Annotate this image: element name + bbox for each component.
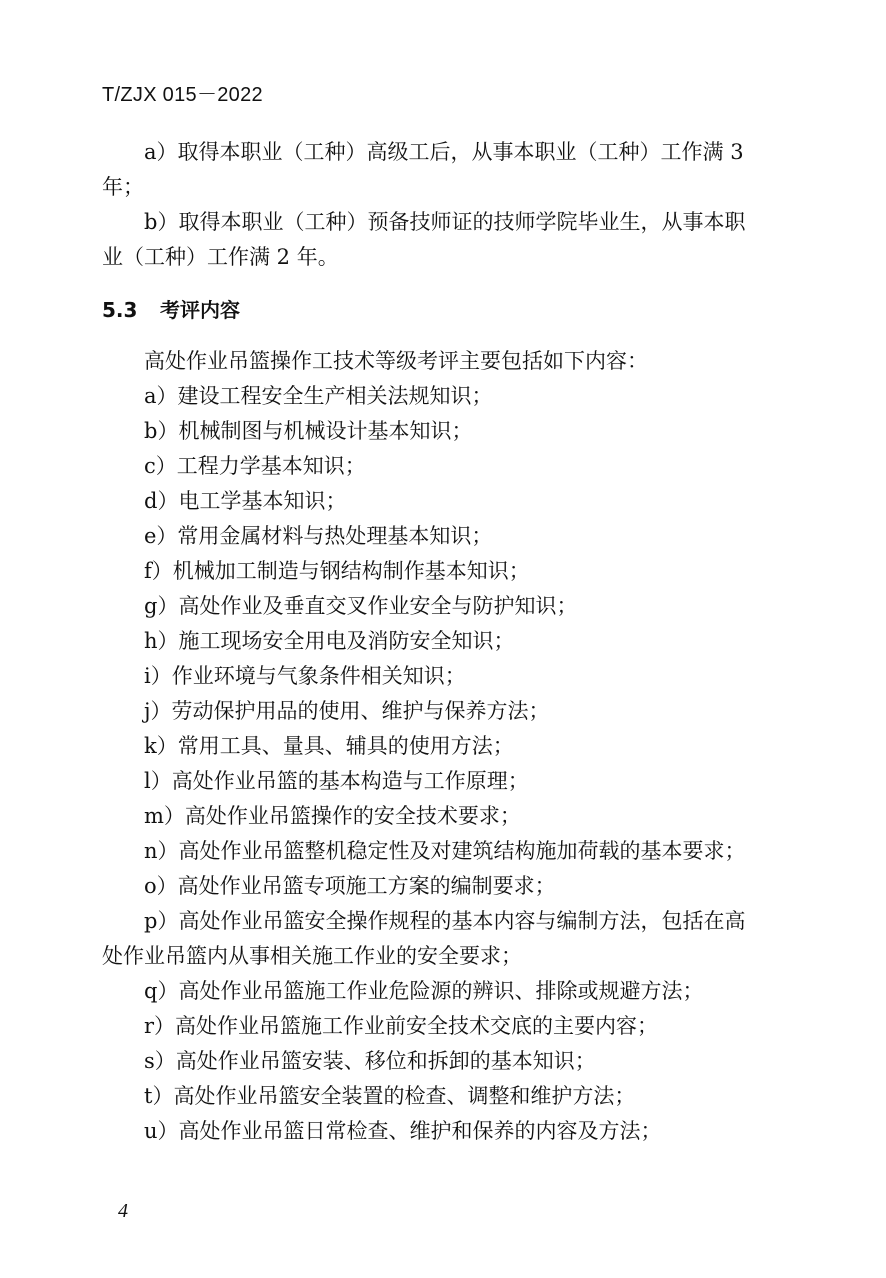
list-item: a）建设工程安全生产相关法规知识； [144,384,493,408]
list-item: e）常用金属材料与热处理基本知识； [144,524,493,548]
list-item: n）高处作业吊篮整机稳定性及对建筑结构施加荷载的基本要求； [144,839,746,863]
list-item: k）常用工具、量具、辅具的使用方法； [144,734,514,758]
list-item: l）高处作业吊篮的基本构造与工作原理； [144,769,529,793]
list-item: b）机械制图与机械设计基本知识； [144,419,473,443]
intro-item-a: a）取得本职业（工种）高级工后，从事本职业（工种）工作满 3 年； [102,140,744,199]
list-item: p）高处作业吊篮安全操作规程的基本内容与编制方法，包括在高处作业吊篮内从事相关施工作业的安全要求； [102,909,746,968]
intro-item-b: b）取得本职业（工种）预备技师证的技师学院毕业生，从事本职业（工种）工作满 2 年。 [102,210,746,269]
document-code-header: T/ZJX 015－2022 [102,84,263,106]
list-item: c）工程力学基本知识； [144,454,366,478]
list-item: i）作业环境与气象条件相关知识； [144,664,466,688]
list-item: t）高处作业吊篮安全装置的检查、调整和维护方法； [144,1084,636,1108]
list-item: u）高处作业吊篮日常检查、维护和保养的内容及方法； [144,1119,662,1143]
document-body [102,135,762,1149]
section-title: 考评内容 [160,298,240,322]
list-item: o）高处作业吊篮专项施工方案的编制要求； [144,874,556,898]
list-item: s）高处作业吊篮安装、移位和拆卸的基本知识； [144,1049,596,1073]
list-item: h）施工现场安全用电及消防安全知识； [144,629,515,653]
list-item: g）高处作业及垂直交叉作业安全与防护知识； [144,594,578,618]
list-item: d）电工学基本知识； [144,489,347,513]
section-lead: 高处作业吊篮操作工技术等级考评主要包括如下内容： [144,349,648,373]
page-number: 4 [118,1200,128,1222]
list-item: j）劳动保护用品的使用、维护与保养方法； [144,699,550,723]
list-item: r）高处作业吊篮施工作业前安全技术交底的主要内容； [144,1014,659,1038]
section-number: 5.3 [102,298,138,322]
list-item: q）高处作业吊篮施工作业危险源的辨识、排除或规避方法； [144,979,704,1003]
section-heading [102,293,762,328]
list-item: f）机械加工制造与钢结构制作基本知识； [144,559,530,583]
list-item: m）高处作业吊篮操作的安全技术要求； [144,804,521,828]
